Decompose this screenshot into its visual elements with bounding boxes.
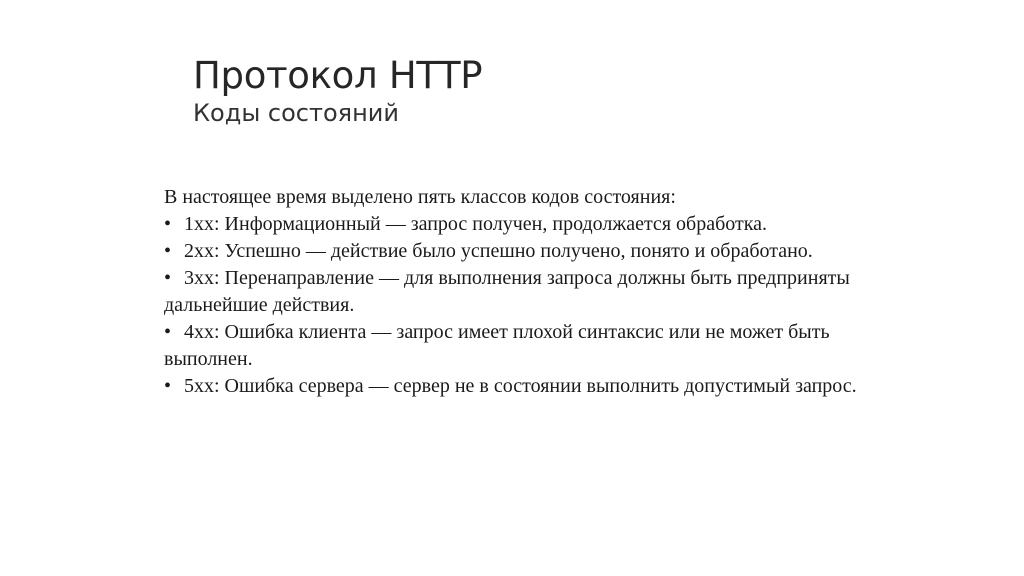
list-item: [164, 373, 864, 400]
list-item-text: 3xx: Перенаправление — для выполнения запроса должны быть предприняты дальнейшие действия.: [164, 267, 850, 316]
bullet-icon: •: [164, 240, 172, 262]
bullet-icon: •: [164, 321, 172, 343]
list-item: [164, 265, 864, 319]
slide-body: [164, 184, 864, 400]
bullet-icon: •: [164, 267, 172, 289]
intro-text: В настоящее время выделено пять классов кодов состояния:: [164, 186, 676, 208]
status-code-list: [164, 211, 864, 400]
title-block: [193, 54, 893, 128]
slide-title: Протокол HTTP: [193, 54, 483, 97]
list-item-text: 1xx: Информационный — запрос получен, продолжается обработка.: [184, 213, 768, 235]
bullet-icon: •: [164, 213, 172, 235]
list-item-text: 4xx: Ошибка клиента — запрос имеет плохой синтаксис или не может быть выполнен.: [164, 321, 830, 370]
list-item-text: 2xx: Успешно — действие было успешно получено, понято и обработано.: [184, 240, 813, 262]
bullet-icon: •: [164, 375, 172, 397]
slide-subtitle: Коды состояний: [193, 99, 399, 127]
list-item: [164, 319, 864, 373]
list-item: [164, 238, 864, 265]
list-item-text: 5xx: Ошибка сервера — сервер не в состоянии выполнить допустимый запрос.: [184, 375, 857, 397]
list-item: [164, 211, 864, 238]
